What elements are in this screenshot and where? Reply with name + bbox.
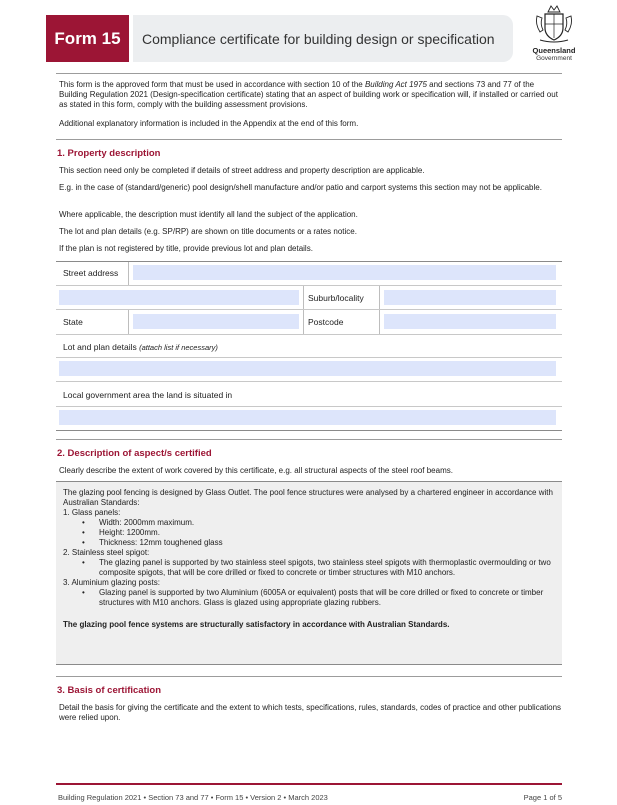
aspect-description-field[interactable] (56, 481, 562, 665)
cell-divider (303, 286, 304, 334)
section-1-heading: 1. Property description (57, 148, 161, 159)
lot-plan-label: Lot and plan details (attach list if necessary) (63, 342, 218, 352)
table-rule (56, 406, 562, 407)
description-bullet: • Height: 1200mm. (63, 528, 553, 538)
table-rule (56, 357, 562, 358)
divider (56, 73, 562, 74)
intro-appendix-note: Additional explanatory information is included in the Appendix at the end of this form. (59, 119, 359, 128)
form-number: Form 15 (46, 15, 129, 62)
intro-paragraph: This form is the approved form that must be used in accordance with section 10 of the Building Act 1975 and sections 73 and 77 of the Building Regulation 2021 (Design-specification certificate) stating that an aspect of building work or specification will, if installed or carried out as stated in this form, comply with the building assessment provisions. (59, 80, 558, 109)
table-rule (56, 285, 562, 286)
postcode-input[interactable] (384, 314, 556, 329)
street-address-input[interactable] (133, 265, 556, 280)
coat-of-arms-icon (534, 2, 574, 46)
logo-queensland: Queensland (532, 46, 576, 55)
description-intro: The glazing pool fencing is designed by Glass Outlet. The pool fence structures were analysed by a chartered engineer in accordance with Australian Standards: (63, 488, 553, 507)
table-rule (56, 430, 562, 431)
description-bullet: • The glazing panel is supported by two stainless steel spigots, two stainless steel spigots with thermoplastic overmoulding or two composite spigots, that will be core drilled or fixed to concrete or timber structures with M10 anchors. (63, 558, 553, 578)
section-2-heading: 2. Description of aspect/s certified (57, 448, 212, 459)
table-rule (56, 381, 562, 382)
street-address-label: Street address (63, 268, 119, 278)
state-label: State (63, 317, 83, 327)
cell-divider (379, 286, 380, 334)
aspect-description-text (63, 488, 553, 630)
form-header (46, 15, 513, 63)
section-1-unregistered-note: If the plan is not registered by title, provide previous lot and plan details. (59, 244, 313, 253)
section-1-lot-plan-note: The lot and plan details (e.g. SP/RP) are shown on title documents or a rates notice. (59, 227, 357, 236)
table-rule (56, 309, 562, 310)
divider (56, 439, 562, 440)
section-1-example: E.g. in the case of (standard/generic) pool design/shell manufacture and/or patio and carport systems this section may not be applicable. (59, 183, 542, 192)
cell-divider (128, 310, 129, 334)
form-title: Compliance certificate for building design or specification (133, 15, 513, 62)
street-address-line2-input[interactable] (59, 290, 299, 305)
lga-input[interactable] (59, 410, 556, 425)
section-3-heading: 3. Basis of certification (57, 685, 162, 696)
cell-divider (128, 262, 129, 285)
suburb-label: Suburb/locality (308, 293, 364, 303)
state-input[interactable] (133, 314, 299, 329)
description-bullet: • Width: 2000mm maximum. (63, 518, 553, 528)
lga-label: Local government area the land is situated in (63, 390, 233, 400)
table-rule (56, 261, 562, 262)
section-1-land-note: Where applicable, the description must identify all land the subject of the application. (59, 210, 358, 219)
description-bullet: • Glazing panel is supported by two Aluminium (6005A or equivalent) posts that will be core drilled or fixed to concrete or timber structures with M10 anchors. Glass is glazed using appropriate glazing rubbers. (63, 588, 553, 608)
queensland-government-logo (526, 2, 582, 66)
postcode-label: Postcode (308, 317, 344, 327)
description-item: 2. Stainless steel spigot: (63, 548, 150, 557)
description-item: 3. Aluminium glazing posts: (63, 578, 160, 587)
table-rule (56, 334, 562, 335)
footer-reference: Building Regulation 2021 • Section 73 and 77 • Form 15 • Version 2 • March 2023 (58, 793, 328, 802)
divider (56, 676, 562, 677)
lot-plan-input[interactable] (59, 361, 556, 376)
divider (56, 139, 562, 140)
description-item: 1. Glass panels: (63, 508, 121, 517)
section-1-note: This section need only be completed if details of street address and property description are applicable. (59, 166, 425, 175)
footer-rule (56, 783, 562, 785)
description-bullet: • Thickness: 12mm toughened glass (63, 538, 553, 548)
page-number: Page 1 of 5 (523, 793, 562, 802)
section-2-instruction: Clearly describe the extent of work covered by this certificate, e.g. all structural aspects of the steel roof beams. (59, 466, 453, 475)
suburb-input[interactable] (384, 290, 556, 305)
section-3-instruction: Detail the basis for giving the certificate and the extent to which tests, specifications, rules, standards, codes of practice and other publications were relied upon. (59, 703, 562, 722)
logo-government: Government (536, 55, 572, 62)
description-conclusion: The glazing pool fence systems are structurally satisfactory in accordance with Australian Standards. (63, 620, 450, 629)
